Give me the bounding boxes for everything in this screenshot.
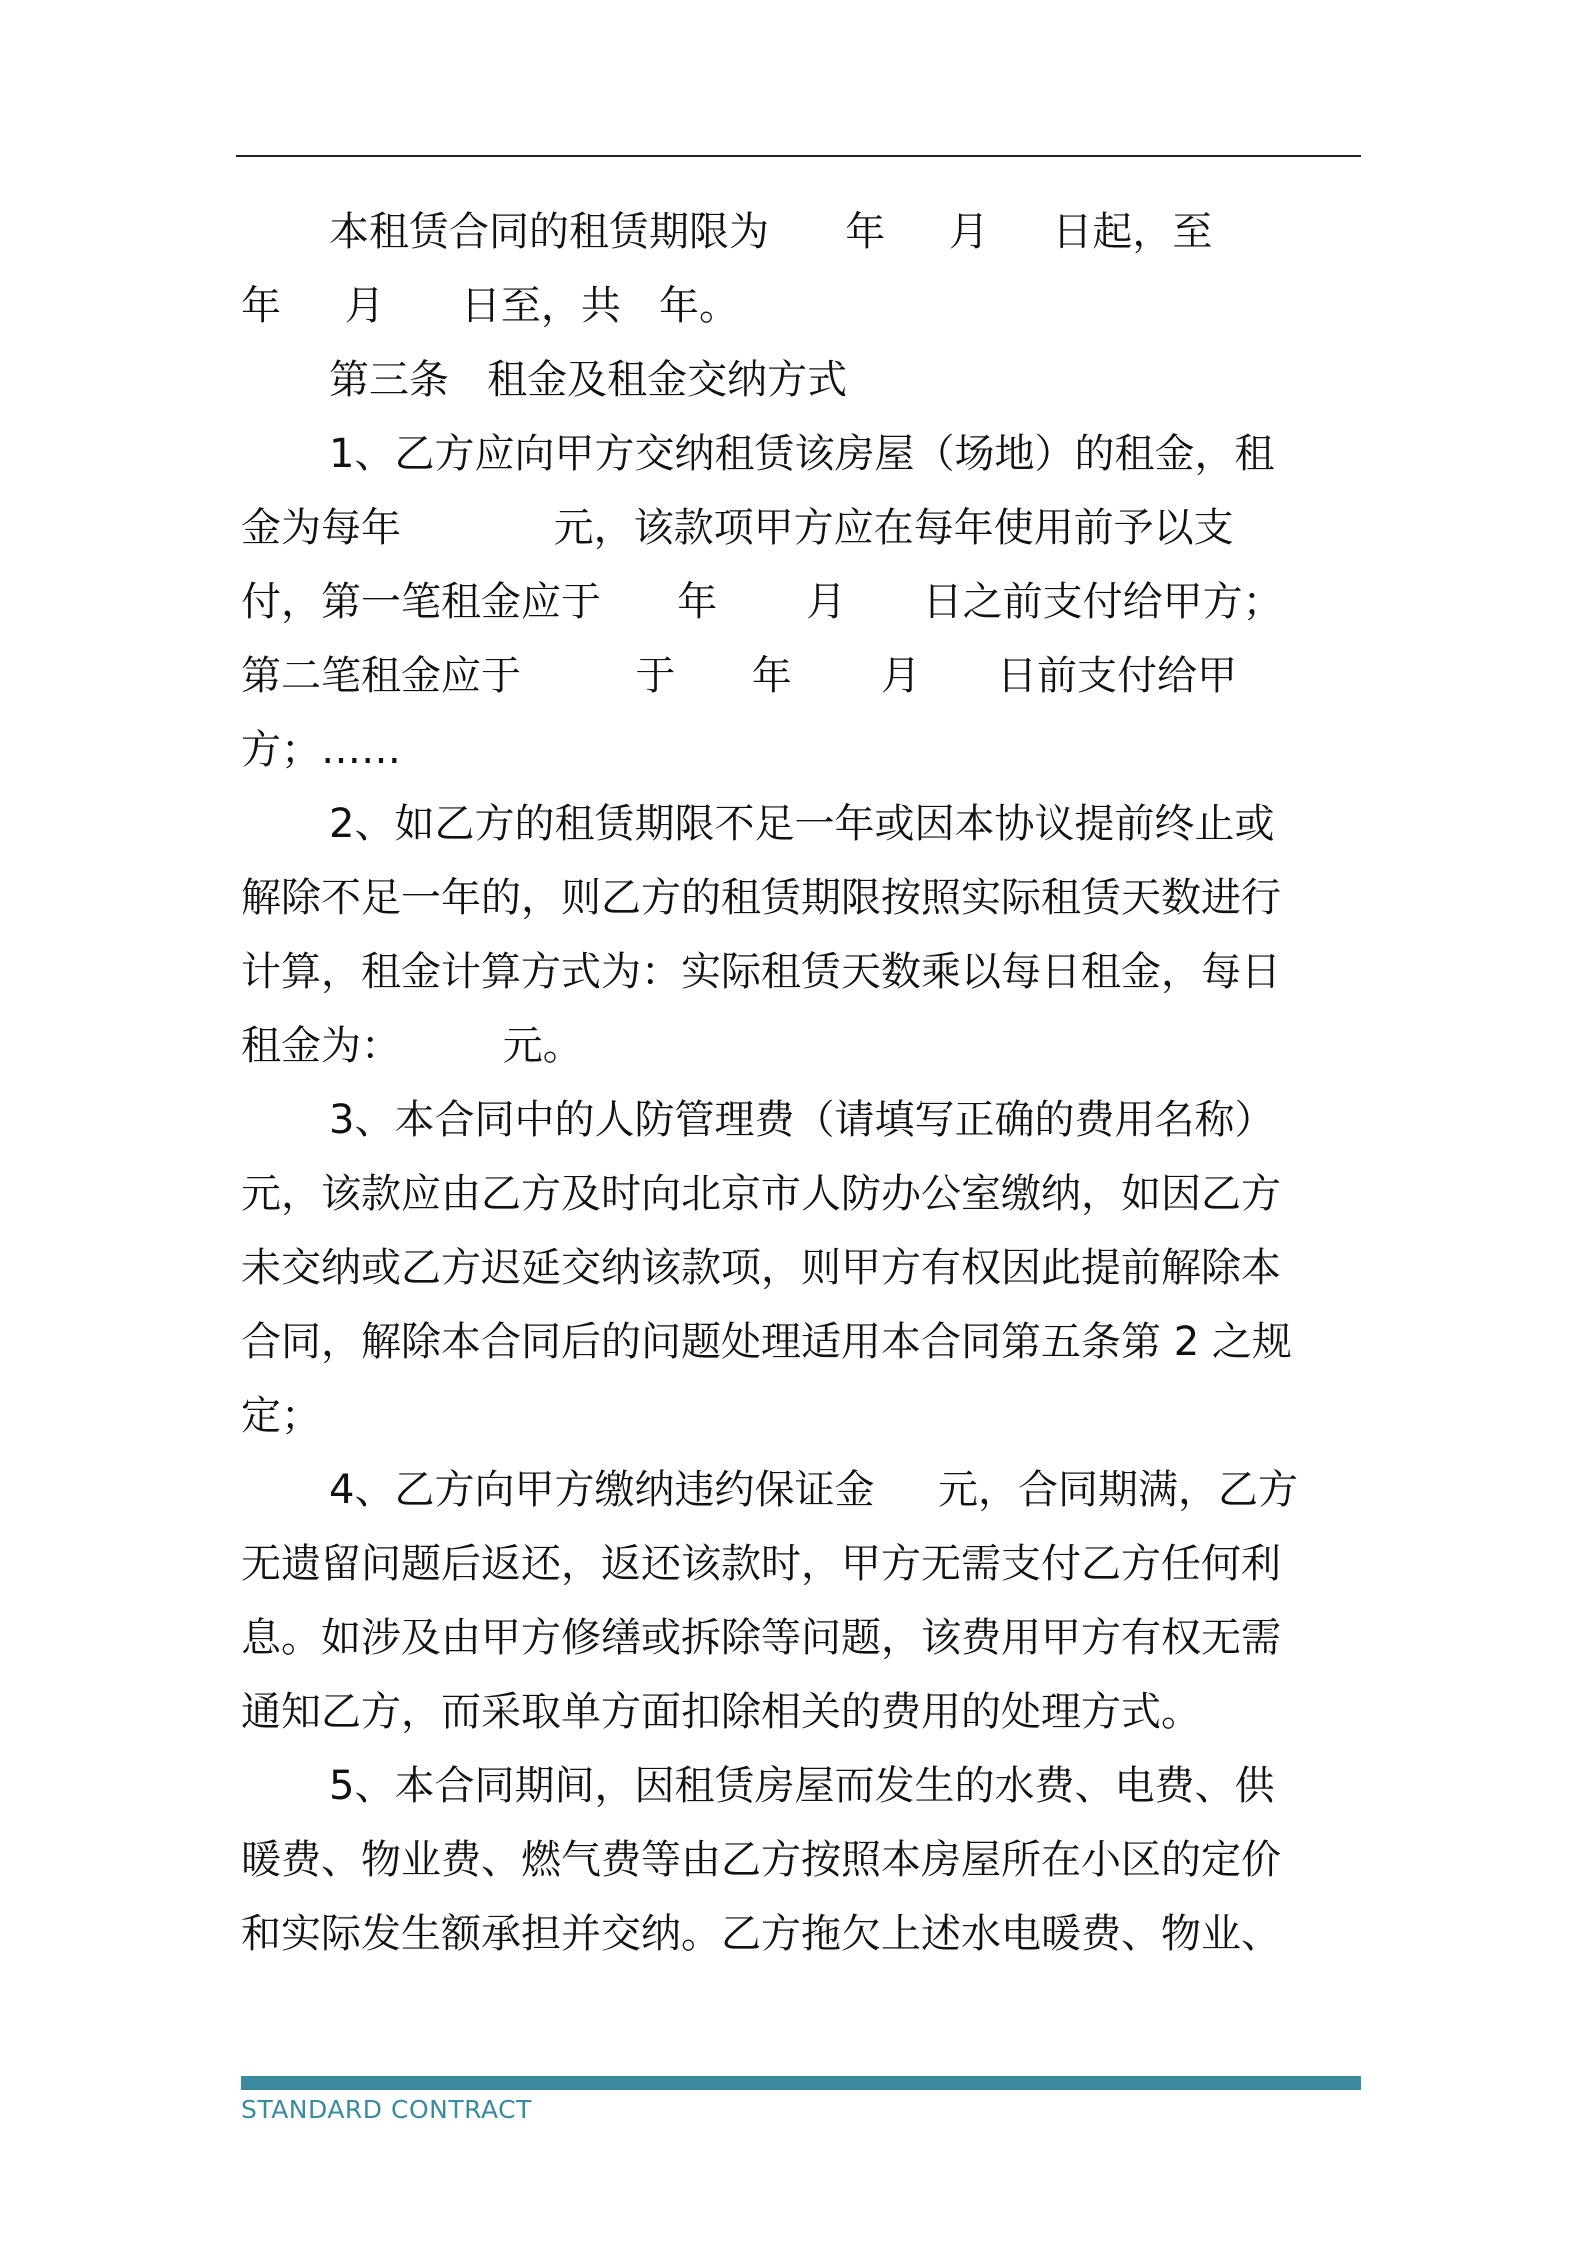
- clause-2-line-4: 租金为： 元。: [241, 1023, 583, 1069]
- clause-4-line-3: 息。如涉及由甲方修缮或拆除等问题，该费用甲方有权无需: [241, 1615, 1281, 1661]
- clause-5-line-2: 暖费、物业费、燃气费等由乙方按照本房屋所在小区的定价: [241, 1837, 1281, 1883]
- footer-label: STANDARD CONTRACT: [241, 2095, 532, 2124]
- clause-2-line-1: 2、如乙方的租赁期限不足一年或因本协议提前终止或: [329, 801, 1275, 847]
- clause-3-line-4: 合同，解除本合同后的问题处理适用本合同第五条第 2 之规: [241, 1319, 1292, 1365]
- clause-1-line-4: 第二笔租金应于 于 年 月 日前支付给甲: [241, 653, 1238, 699]
- clause-4-line-1: 4、乙方向甲方缴纳违约保证金 元，合同期满，乙方: [329, 1467, 1299, 1513]
- clause-3-line-1: 3、本合同中的人防管理费（请填写正确的费用名称）: [329, 1097, 1275, 1143]
- lease-term-line-2: 年 月 日至，共 年。: [241, 283, 740, 329]
- clause-1-line-3: 付，第一笔租金应于 年 月 日之前支付给甲方；: [241, 579, 1283, 625]
- clause-3-line-5: 定；: [241, 1393, 321, 1439]
- clause-5-line-3: 和实际发生额承担并交纳。乙方拖欠上述水电暖费、物业、: [241, 1911, 1281, 1957]
- clause-3-line-3: 未交纳或乙方迟延交纳该款项，则甲方有权因此提前解除本: [241, 1245, 1281, 1291]
- clause-2-line-2: 解除不足一年的，则乙方的租赁期限按照实际租赁天数进行: [241, 875, 1281, 921]
- article-3-heading: 第三条 租金及租金交纳方式: [329, 357, 848, 403]
- lease-term-line-1: 本租赁合同的租赁期限为 年 月 日起，至: [329, 209, 1213, 255]
- clause-2-line-3: 计算，租金计算方式为：实际租赁天数乘以每日租金，每日: [241, 949, 1281, 995]
- clause-3-line-2: 元，该款应由乙方及时向北京市人防办公室缴纳，如因乙方: [241, 1171, 1281, 1217]
- clause-5-line-1: 5、本合同期间，因租赁房屋而发生的水费、电费、供: [329, 1763, 1275, 1809]
- header-rule: [236, 155, 1361, 157]
- clause-1-line-5: 方；……: [241, 727, 401, 773]
- clause-1-line-1: 1、乙方应向甲方交纳租赁该房屋（场地）的租金，租: [329, 431, 1275, 477]
- clause-4-line-2: 无遗留问题后返还，返还该款时，甲方无需支付乙方任何利: [241, 1541, 1281, 1587]
- clause-1-line-2: 金为每年 元，该款项甲方应在每年使用前予以支: [241, 505, 1234, 551]
- clause-4-line-4: 通知乙方，而采取单方面扣除相关的费用的处理方式。: [241, 1689, 1201, 1735]
- footer-accent-bar: [241, 2076, 1361, 2090]
